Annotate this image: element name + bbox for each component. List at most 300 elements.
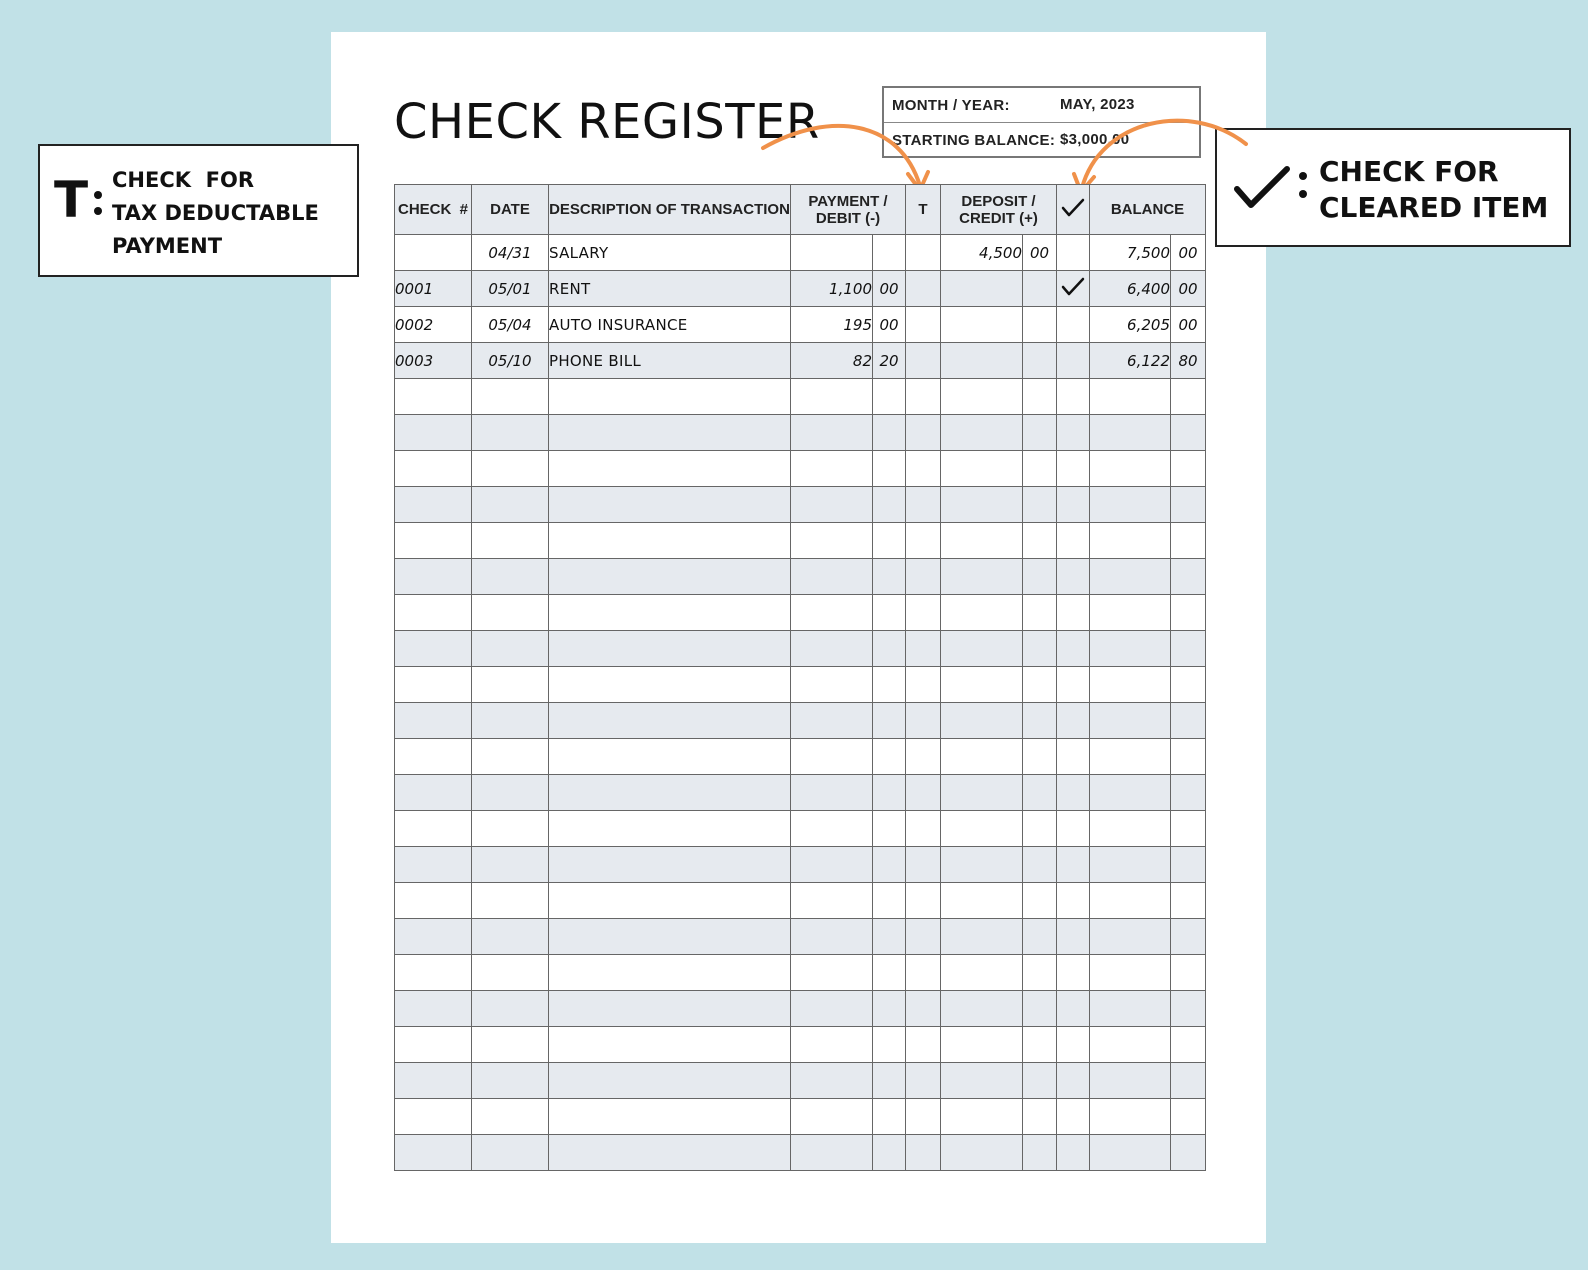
cell-check-no[interactable]: 0001: [395, 271, 472, 307]
cell-date[interactable]: [472, 955, 549, 991]
cell-balance[interactable]: [1090, 1135, 1171, 1171]
cell-check-no[interactable]: [395, 775, 472, 811]
cell-deposit[interactable]: [941, 811, 1023, 847]
cell-balance-cents[interactable]: [1171, 595, 1206, 631]
cell-cleared[interactable]: [1057, 1027, 1090, 1063]
cell-deposit-cents[interactable]: [1023, 919, 1057, 955]
cell-check-no[interactable]: [395, 415, 472, 451]
cell-balance-cents[interactable]: [1171, 703, 1206, 739]
cell-payment-cents[interactable]: [873, 919, 906, 955]
cell-deposit-cents[interactable]: [1023, 487, 1057, 523]
cell-check-no[interactable]: [395, 631, 472, 667]
cell-deposit[interactable]: [941, 523, 1023, 559]
cell-tax[interactable]: [906, 991, 941, 1027]
cell-tax[interactable]: [906, 1099, 941, 1135]
cell-cleared[interactable]: [1057, 919, 1090, 955]
cell-balance-cents[interactable]: [1171, 955, 1206, 991]
checkmark-icon: [1061, 277, 1085, 297]
cell-balance-cents[interactable]: [1171, 667, 1206, 703]
cell-tax[interactable]: [906, 523, 941, 559]
cell-tax[interactable]: [906, 1027, 941, 1063]
cell-balance-cents[interactable]: 00: [1171, 271, 1206, 307]
cell-balance[interactable]: [1090, 595, 1171, 631]
cell-payment[interactable]: [791, 379, 873, 415]
colon-dot: [1299, 172, 1307, 180]
cell-cleared[interactable]: [1057, 703, 1090, 739]
cell-check-no[interactable]: 0003: [395, 343, 472, 379]
cell-cleared[interactable]: [1057, 487, 1090, 523]
cell-tax[interactable]: [906, 307, 941, 343]
table-row: [395, 739, 1206, 775]
cell-date[interactable]: [472, 883, 549, 919]
cell-cleared[interactable]: [1057, 415, 1090, 451]
cell-deposit[interactable]: [941, 271, 1023, 307]
cell-payment-cents[interactable]: [873, 1063, 906, 1099]
cell-payment[interactable]: [791, 703, 873, 739]
cell-payment[interactable]: [791, 235, 873, 271]
cell-balance-cents[interactable]: 80: [1171, 343, 1206, 379]
cell-date[interactable]: [472, 703, 549, 739]
cell-balance[interactable]: [1090, 667, 1171, 703]
cell-payment-cents[interactable]: [873, 955, 906, 991]
cell-deposit[interactable]: [941, 991, 1023, 1027]
cell-payment-cents[interactable]: [873, 1135, 906, 1171]
cell-check-no[interactable]: [395, 379, 472, 415]
cell-description[interactable]: [549, 775, 791, 811]
cell-balance[interactable]: 6,400: [1090, 271, 1171, 307]
cell-date[interactable]: [472, 919, 549, 955]
cell-deposit-cents[interactable]: [1023, 559, 1057, 595]
cell-balance[interactable]: [1090, 775, 1171, 811]
cell-payment[interactable]: [791, 883, 873, 919]
cell-check-no[interactable]: [395, 1135, 472, 1171]
cell-cleared[interactable]: [1057, 523, 1090, 559]
cell-cleared[interactable]: [1057, 811, 1090, 847]
cell-tax[interactable]: [906, 451, 941, 487]
cell-balance[interactable]: [1090, 451, 1171, 487]
cell-deposit-cents[interactable]: [1023, 379, 1057, 415]
cell-balance[interactable]: [1090, 703, 1171, 739]
cell-cleared[interactable]: [1057, 955, 1090, 991]
cell-description[interactable]: [549, 1135, 791, 1171]
cell-tax[interactable]: [906, 775, 941, 811]
cell-tax[interactable]: [906, 595, 941, 631]
cell-cleared[interactable]: [1057, 1135, 1090, 1171]
cell-check-no[interactable]: [395, 559, 472, 595]
cell-description[interactable]: [549, 487, 791, 523]
cell-deposit-cents[interactable]: [1023, 991, 1057, 1027]
col-deposit: [941, 185, 1057, 235]
cell-description[interactable]: [549, 991, 791, 1027]
cell-tax[interactable]: [906, 1063, 941, 1099]
cell-tax[interactable]: [906, 1135, 941, 1171]
cell-payment-cents[interactable]: [873, 235, 906, 271]
cell-description[interactable]: [549, 379, 791, 415]
cell-tax[interactable]: [906, 847, 941, 883]
cell-payment-cents[interactable]: 00: [873, 307, 906, 343]
cell-check-no[interactable]: [395, 703, 472, 739]
cell-balance-cents[interactable]: 00: [1171, 235, 1206, 271]
cell-cleared[interactable]: [1057, 775, 1090, 811]
cell-payment[interactable]: [791, 955, 873, 991]
cell-payment-cents[interactable]: [873, 1027, 906, 1063]
cell-check-no[interactable]: [395, 595, 472, 631]
cell-description[interactable]: [549, 1027, 791, 1063]
cell-balance[interactable]: [1090, 523, 1171, 559]
cell-payment[interactable]: [791, 667, 873, 703]
cell-balance-cents[interactable]: [1171, 1027, 1206, 1063]
cell-date[interactable]: 05/10: [472, 343, 549, 379]
cell-description[interactable]: [549, 739, 791, 775]
cell-payment-cents[interactable]: [873, 667, 906, 703]
cell-payment-cents[interactable]: 00: [873, 271, 906, 307]
table-row: [395, 631, 1206, 667]
cell-date[interactable]: [472, 667, 549, 703]
cell-check-no[interactable]: [395, 847, 472, 883]
cell-balance-cents[interactable]: [1171, 559, 1206, 595]
cell-deposit-cents[interactable]: [1023, 703, 1057, 739]
table-row: [395, 523, 1206, 559]
table-row: [395, 1135, 1206, 1171]
cell-description[interactable]: [549, 1063, 791, 1099]
cell-tax[interactable]: [906, 487, 941, 523]
cell-description[interactable]: [549, 667, 791, 703]
cell-date[interactable]: [472, 811, 549, 847]
cell-payment[interactable]: [791, 559, 873, 595]
cell-deposit[interactable]: [941, 631, 1023, 667]
cell-tax[interactable]: [906, 919, 941, 955]
cell-balance-cents[interactable]: [1171, 1135, 1206, 1171]
cell-deposit[interactable]: [941, 451, 1023, 487]
cell-balance[interactable]: [1090, 1027, 1171, 1063]
table-row: [395, 919, 1206, 955]
cell-check-no[interactable]: [395, 667, 472, 703]
cell-payment[interactable]: [791, 919, 873, 955]
cell-balance[interactable]: [1090, 415, 1171, 451]
cell-description[interactable]: [549, 415, 791, 451]
cell-tax[interactable]: [906, 379, 941, 415]
cell-balance[interactable]: [1090, 919, 1171, 955]
cell-balance[interactable]: [1090, 1099, 1171, 1135]
cell-balance-cents[interactable]: [1171, 487, 1206, 523]
cell-date[interactable]: [472, 739, 549, 775]
cell-check-no[interactable]: [395, 991, 472, 1027]
cell-deposit[interactable]: [941, 415, 1023, 451]
cell-check-no[interactable]: [395, 235, 472, 271]
cell-description[interactable]: [549, 451, 791, 487]
cell-cleared[interactable]: [1057, 631, 1090, 667]
cell-balance[interactable]: 6,122: [1090, 343, 1171, 379]
cell-balance[interactable]: [1090, 1063, 1171, 1099]
cell-balance[interactable]: [1090, 811, 1171, 847]
col-payment-line2: DEBIT (-): [815, 209, 881, 227]
cell-payment-cents[interactable]: [873, 487, 906, 523]
cell-payment-cents[interactable]: [873, 1099, 906, 1135]
cell-payment-cents[interactable]: [873, 379, 906, 415]
cell-balance-cents[interactable]: [1171, 1099, 1206, 1135]
cell-deposit[interactable]: [941, 1099, 1023, 1135]
cell-payment[interactable]: 195: [791, 307, 873, 343]
cell-balance-cents[interactable]: [1171, 1063, 1206, 1099]
cell-tax[interactable]: [906, 235, 941, 271]
cell-description[interactable]: [549, 1099, 791, 1135]
cell-deposit[interactable]: [941, 343, 1023, 379]
cell-payment[interactable]: [791, 811, 873, 847]
cell-deposit[interactable]: [941, 775, 1023, 811]
cell-deposit[interactable]: [941, 739, 1023, 775]
cell-deposit[interactable]: [941, 1027, 1023, 1063]
cell-balance[interactable]: [1090, 883, 1171, 919]
cell-payment-cents[interactable]: [873, 847, 906, 883]
cell-date[interactable]: [472, 991, 549, 1027]
cell-deposit[interactable]: [941, 703, 1023, 739]
cell-payment-cents[interactable]: [873, 559, 906, 595]
cell-date[interactable]: 04/31: [472, 235, 549, 271]
cell-deposit[interactable]: 4,500: [941, 235, 1023, 271]
cell-cleared[interactable]: [1057, 847, 1090, 883]
cell-balance-cents[interactable]: [1171, 451, 1206, 487]
cell-payment-cents[interactable]: [873, 739, 906, 775]
cell-deposit[interactable]: [941, 1063, 1023, 1099]
cell-balance[interactable]: [1090, 847, 1171, 883]
cell-deposit[interactable]: [941, 487, 1023, 523]
cell-description[interactable]: PHONE BILL: [549, 343, 791, 379]
cell-cleared[interactable]: [1057, 991, 1090, 1027]
cell-cleared[interactable]: [1057, 307, 1090, 343]
cell-date[interactable]: [472, 775, 549, 811]
cell-tax[interactable]: [906, 739, 941, 775]
cell-payment[interactable]: [791, 991, 873, 1027]
cell-payment[interactable]: [791, 739, 873, 775]
cell-cleared[interactable]: [1057, 451, 1090, 487]
cell-payment-cents[interactable]: [873, 595, 906, 631]
cell-balance[interactable]: [1090, 955, 1171, 991]
cell-payment-cents[interactable]: [873, 523, 906, 559]
cell-check-no[interactable]: [395, 523, 472, 559]
cell-payment[interactable]: 82: [791, 343, 873, 379]
cell-payment[interactable]: [791, 1063, 873, 1099]
cell-balance-cents[interactable]: [1171, 523, 1206, 559]
cell-payment[interactable]: 1,100: [791, 271, 873, 307]
cell-payment[interactable]: [791, 595, 873, 631]
cell-balance-cents[interactable]: [1171, 919, 1206, 955]
cell-balance[interactable]: [1090, 379, 1171, 415]
cell-deposit[interactable]: [941, 595, 1023, 631]
cell-check-no[interactable]: [395, 1027, 472, 1063]
cell-deposit-cents[interactable]: [1023, 523, 1057, 559]
cell-date[interactable]: [472, 595, 549, 631]
cell-deposit[interactable]: [941, 955, 1023, 991]
cell-date[interactable]: [472, 415, 549, 451]
cell-payment[interactable]: [791, 487, 873, 523]
cell-payment[interactable]: [791, 631, 873, 667]
cell-balance[interactable]: 7,500: [1090, 235, 1171, 271]
cell-balance[interactable]: [1090, 739, 1171, 775]
cell-cleared[interactable]: [1057, 883, 1090, 919]
cell-check-no[interactable]: [395, 955, 472, 991]
cell-deposit-cents[interactable]: [1023, 415, 1057, 451]
cell-description[interactable]: SALARY: [549, 235, 791, 271]
cell-description[interactable]: [549, 595, 791, 631]
cell-deposit-cents[interactable]: [1023, 811, 1057, 847]
cell-check-no[interactable]: [395, 811, 472, 847]
cell-date[interactable]: [472, 451, 549, 487]
cell-balance-cents[interactable]: [1171, 991, 1206, 1027]
cell-tax[interactable]: [906, 271, 941, 307]
cell-payment[interactable]: [791, 1027, 873, 1063]
cell-tax[interactable]: [906, 631, 941, 667]
cell-balance[interactable]: [1090, 991, 1171, 1027]
cell-description[interactable]: [549, 955, 791, 991]
cell-description[interactable]: [549, 631, 791, 667]
cell-deposit[interactable]: [941, 307, 1023, 343]
cell-balance[interactable]: [1090, 631, 1171, 667]
cell-deposit-cents[interactable]: [1023, 883, 1057, 919]
cell-deposit[interactable]: [941, 379, 1023, 415]
cell-description[interactable]: [549, 847, 791, 883]
cell-balance[interactable]: 6,205: [1090, 307, 1171, 343]
month-year-value[interactable]: MAY, 2023: [1060, 96, 1135, 113]
cell-description[interactable]: [549, 559, 791, 595]
table-row: [395, 667, 1206, 703]
cell-description[interactable]: AUTO INSURANCE: [549, 307, 791, 343]
cell-check-no[interactable]: [395, 739, 472, 775]
cell-description[interactable]: [549, 811, 791, 847]
cell-balance-cents[interactable]: [1171, 415, 1206, 451]
cell-payment-cents[interactable]: [873, 415, 906, 451]
cell-payment-cents[interactable]: [873, 883, 906, 919]
cell-cleared[interactable]: [1057, 343, 1090, 379]
cell-description[interactable]: [549, 883, 791, 919]
cell-balance[interactable]: [1090, 487, 1171, 523]
cell-deposit-cents[interactable]: [1023, 1063, 1057, 1099]
cell-cleared[interactable]: [1057, 1099, 1090, 1135]
cell-date[interactable]: [472, 523, 549, 559]
cell-deposit-cents[interactable]: [1023, 955, 1057, 991]
cell-deposit-cents[interactable]: [1023, 739, 1057, 775]
cell-tax[interactable]: [906, 811, 941, 847]
cell-tax[interactable]: [906, 703, 941, 739]
cell-payment[interactable]: [791, 451, 873, 487]
cell-balance-cents[interactable]: [1171, 631, 1206, 667]
cell-deposit[interactable]: [941, 883, 1023, 919]
cell-cleared[interactable]: [1057, 235, 1090, 271]
cell-check-no[interactable]: [395, 451, 472, 487]
cell-date[interactable]: [472, 1027, 549, 1063]
cell-date[interactable]: [472, 1099, 549, 1135]
cell-tax[interactable]: [906, 955, 941, 991]
cell-deposit[interactable]: [941, 667, 1023, 703]
cell-balance[interactable]: [1090, 559, 1171, 595]
cell-date[interactable]: [472, 1135, 549, 1171]
cell-payment[interactable]: [791, 1135, 873, 1171]
cell-deposit-cents[interactable]: [1023, 631, 1057, 667]
cell-balance-cents[interactable]: [1171, 847, 1206, 883]
cell-deposit[interactable]: [941, 919, 1023, 955]
cell-date[interactable]: [472, 631, 549, 667]
cell-payment-cents[interactable]: [873, 703, 906, 739]
cell-payment-cents[interactable]: [873, 451, 906, 487]
cell-description[interactable]: RENT: [549, 271, 791, 307]
cell-date[interactable]: [472, 1063, 549, 1099]
cell-balance-cents[interactable]: [1171, 379, 1206, 415]
cell-tax[interactable]: [906, 667, 941, 703]
cell-payment-cents[interactable]: [873, 775, 906, 811]
cell-description[interactable]: [549, 919, 791, 955]
cell-date[interactable]: [472, 487, 549, 523]
cell-payment[interactable]: [791, 523, 873, 559]
table-row: [395, 451, 1206, 487]
cell-tax[interactable]: [906, 559, 941, 595]
cell-check-no[interactable]: [395, 919, 472, 955]
cell-cleared[interactable]: [1057, 1063, 1090, 1099]
col-tax: T: [906, 185, 941, 235]
cell-deposit[interactable]: [941, 1135, 1023, 1171]
cell-deposit-cents[interactable]: [1023, 847, 1057, 883]
cell-deposit-cents[interactable]: [1023, 595, 1057, 631]
cell-payment[interactable]: [791, 415, 873, 451]
cell-description[interactable]: [549, 703, 791, 739]
cell-check-no[interactable]: [395, 1099, 472, 1135]
cell-cleared[interactable]: [1057, 379, 1090, 415]
cell-cleared[interactable]: [1057, 559, 1090, 595]
cell-date[interactable]: 05/01: [472, 271, 549, 307]
cell-tax[interactable]: [906, 415, 941, 451]
cell-deposit-cents[interactable]: [1023, 775, 1057, 811]
cell-deposit[interactable]: [941, 559, 1023, 595]
cell-payment[interactable]: [791, 1099, 873, 1135]
cell-balance-cents[interactable]: 00: [1171, 307, 1206, 343]
cell-deposit-cents[interactable]: [1023, 1135, 1057, 1171]
cell-date[interactable]: [472, 559, 549, 595]
cell-balance-cents[interactable]: [1171, 883, 1206, 919]
cell-check-no[interactable]: [395, 883, 472, 919]
cell-deposit[interactable]: [941, 847, 1023, 883]
cell-check-no[interactable]: 0002: [395, 307, 472, 343]
cell-deposit-cents[interactable]: [1023, 1027, 1057, 1063]
cell-payment[interactable]: [791, 847, 873, 883]
cell-date[interactable]: 05/04: [472, 307, 549, 343]
cell-date[interactable]: [472, 379, 549, 415]
cell-deposit-cents[interactable]: [1023, 1099, 1057, 1135]
cell-payment-cents[interactable]: [873, 811, 906, 847]
cell-cleared[interactable]: [1057, 271, 1090, 307]
cell-deposit-cents[interactable]: [1023, 343, 1057, 379]
starting-balance-value[interactable]: $3,000.00: [1060, 131, 1130, 148]
cell-payment-cents[interactable]: 20: [873, 343, 906, 379]
cell-deposit-cents[interactable]: [1023, 451, 1057, 487]
cell-date[interactable]: [472, 847, 549, 883]
cell-deposit-cents[interactable]: [1023, 271, 1057, 307]
cell-cleared[interactable]: [1057, 595, 1090, 631]
cell-cleared[interactable]: [1057, 667, 1090, 703]
cell-check-no[interactable]: [395, 1063, 472, 1099]
cell-payment[interactable]: [791, 775, 873, 811]
cell-balance-cents[interactable]: [1171, 739, 1206, 775]
cell-tax[interactable]: [906, 883, 941, 919]
cell-balance-cents[interactable]: [1171, 811, 1206, 847]
cell-deposit-cents[interactable]: 00: [1023, 235, 1057, 271]
cell-tax[interactable]: [906, 343, 941, 379]
cell-description[interactable]: [549, 523, 791, 559]
cell-payment-cents[interactable]: [873, 991, 906, 1027]
cell-cleared[interactable]: [1057, 739, 1090, 775]
cell-payment-cents[interactable]: [873, 631, 906, 667]
cell-check-no[interactable]: [395, 487, 472, 523]
cell-deposit-cents[interactable]: [1023, 307, 1057, 343]
cell-deposit-cents[interactable]: [1023, 667, 1057, 703]
cell-balance-cents[interactable]: [1171, 775, 1206, 811]
